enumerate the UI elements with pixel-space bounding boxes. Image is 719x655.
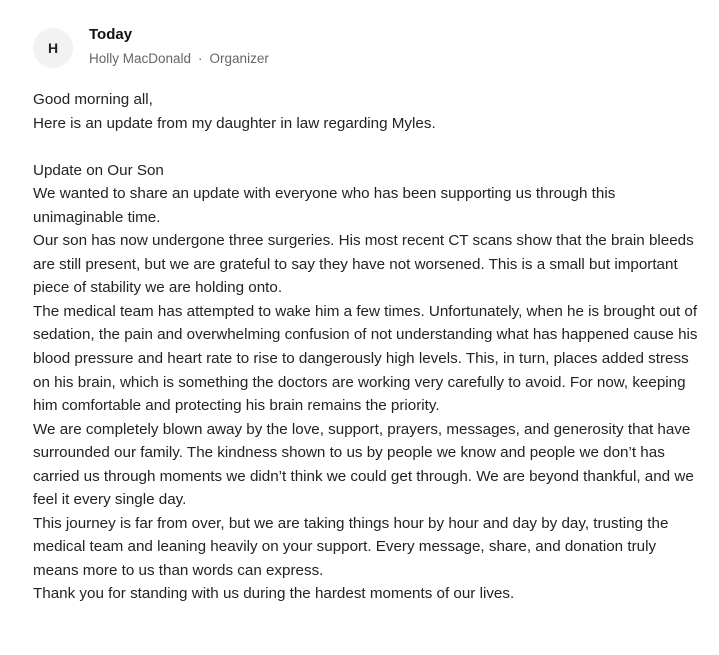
- body-paragraph: The medical team has attempted to wake him a few times. Unfortunately, when he is brought out of sedation, the pain and overwhelming confusion of not understanding what has happened cause his blood pressure and heart rate to rise to dangerously high levels. This, in turn, places added stress on his brain, which is something the doctors are working very carefully to avoid. For now, keeping him comfortable and protecting his brain remains the priority.: [33, 302, 698, 415]
- body-paragraph: Our son has now undergone three surgeries. His most recent CT scans show that the brain bleeds are still present, but we are grateful to say they have not worsened. This is a small but important piece of stability we are holding onto.: [33, 232, 694, 297]
- post-header: [33, 26, 269, 68]
- avatar: H: [33, 28, 73, 68]
- update-body: [33, 88, 698, 606]
- greeting-line: Good morning all,: [33, 91, 153, 108]
- body-paragraph: This journey is far from over, but we are taking things hour by hour and day by day, trusting the medical team and leaning heavily on your support. Every message, share, and donation truly means more to us than words can express.: [33, 514, 669, 579]
- update-title: Today: [89, 26, 133, 43]
- byline-separator: ·: [198, 51, 203, 66]
- byline: [89, 50, 269, 68]
- post-meta: [89, 26, 269, 68]
- update-heading: Update on Our Son: [33, 161, 164, 179]
- author-name: Holly MacDonald: [89, 51, 192, 66]
- paragraph-spacer: [33, 135, 698, 159]
- intro-line: Here is an update from my daughter in law regarding Myles.: [33, 114, 436, 132]
- author-role: Organizer: [209, 51, 269, 66]
- body-paragraph: We are completely blown away by the love, support, prayers, messages, and generosity that have surrounded our family. The kindness shown to us by people we know and people we don’t has carried us through moments we didn’t think we could get through. We are beyond thankful, and we feel it every single day.: [33, 420, 694, 509]
- body-paragraph: We wanted to share an update with everyone who has been supporting us through this unimaginable time.: [33, 185, 616, 226]
- closing-line: Thank you for standing with us during the hardest moments of our lives.: [33, 585, 515, 603]
